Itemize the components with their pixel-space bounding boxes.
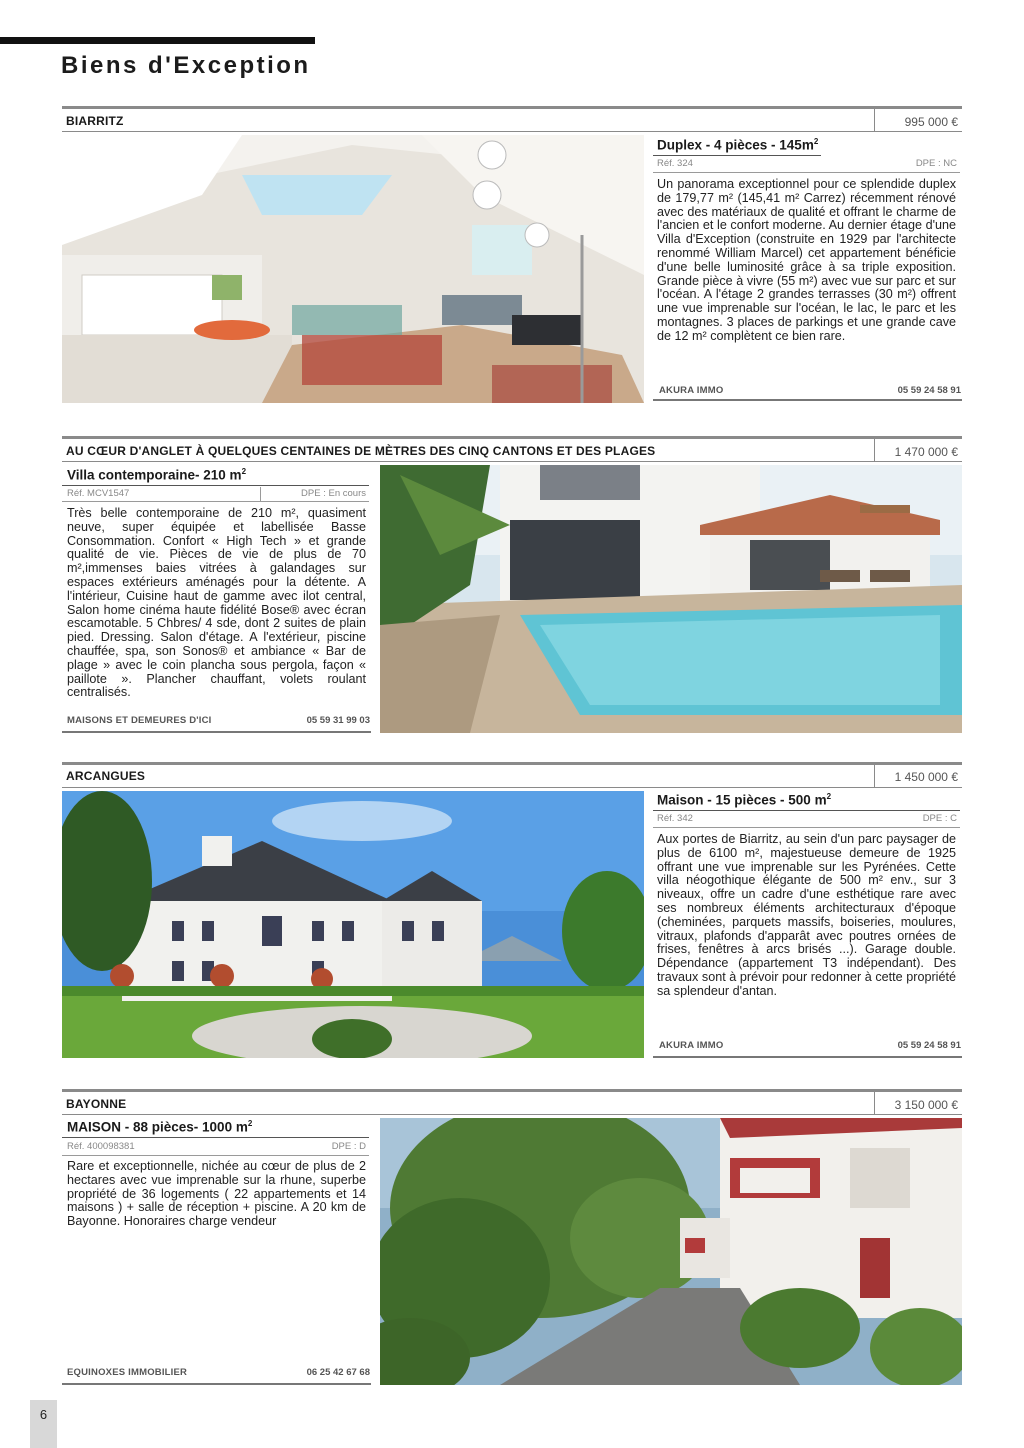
listing-location: BAYONNE bbox=[66, 1097, 127, 1111]
listing-phone: 05 59 24 58 91 bbox=[897, 1040, 961, 1051]
listing-price: 3 150 000 € bbox=[894, 1098, 958, 1112]
listing-title bbox=[67, 1119, 252, 1135]
listing-description: Très belle contemporaine de 210 m², quasiment neuve, super équipée et labellisée Basse Consommation. Confort « High Tech » et grande qualité de vie. Pièces de vie de plus de 70 m²,immenses baies vitrées à galandages sur espaces extérieurs aménagés pour la détente. A l'intérieur, Cuisine haut de gamme avec ilot central, Salon home cinéma haute fidélité Bose® avec écran escamotable. 5 Chbres/ 4 sde, dont 2 suites de plain pied. Dressing. Salon d'étage. A l'extérieur, piscine chauffée, spa, son Sonos® et ambiance « Bar de plage » avec le coin plancha sous pergola, façon « paillote ». Plancher chauffant, volets roulant centralisés. bbox=[67, 506, 366, 700]
section-bottom-rule bbox=[62, 1114, 962, 1115]
listing-title-text: MAISON - 88 pièces- 1000 m bbox=[67, 1119, 248, 1135]
listing-ref: Réf. 342 bbox=[657, 813, 693, 824]
listing-foot-rule bbox=[653, 399, 962, 401]
listing-phone: 05 59 31 99 03 bbox=[306, 715, 370, 726]
listing-agency: EQUINOXES IMMOBILIER bbox=[67, 1367, 188, 1378]
listing-title-sup: 2 bbox=[813, 137, 819, 146]
listing-ref: Réf. 400098381 bbox=[67, 1141, 135, 1152]
section-bottom-rule bbox=[62, 787, 962, 788]
listing-agency: MAISONS ET DEMEURES D'ICI bbox=[67, 715, 212, 726]
listing-photo-manor bbox=[62, 791, 644, 1058]
listing-ref: Réf. 324 bbox=[657, 158, 693, 169]
listing-dpe: DPE : En cours bbox=[301, 488, 366, 499]
listing-agency: AKURA IMMO bbox=[659, 385, 724, 396]
listing-description: Aux portes de Biarritz, au sein d'un parc paysager de plus de 6100 m², majestueuse demeure de 1925 offrant une vue imprenable sur les Pyrénées. Cette villa néogothique élégante de 500 m² env., sur 3 niveaux, offre un cadre d'une esthétique rare avec ses nombreux éléments architecturaux d'époque (cheminées, parquets massifs, boiseries, moulures, vitraux, plafonds d'apparât avec poutres ornées de frises, fenêtres à arcs brisés ...). Garage double. Dépendance (appartement T3 indépendant). Des travaux sont à prévoir pour redonner à cette propriété sa splendeur d'antan. bbox=[657, 832, 956, 998]
listing-title bbox=[657, 792, 831, 808]
listing-agency: AKURA IMMO bbox=[659, 1040, 724, 1051]
price-divider bbox=[874, 109, 875, 131]
listing-title bbox=[657, 137, 818, 153]
section-top-rule bbox=[62, 106, 962, 109]
section-top-rule bbox=[62, 1089, 962, 1092]
listing-description: Rare et exceptionnelle, nichée au cœur de plus de 2 hectares avec vue imprenable sur la rhune, superbe propriété de 36 logements ( 22 appartements et 14 maisons ) + salle de réception + piscine. A 20 km de Bayonne. Honoraires charge vendeur bbox=[67, 1159, 366, 1229]
listing-phone: 05 59 24 58 91 bbox=[897, 385, 961, 396]
listing-location: ARCANGUES bbox=[66, 769, 146, 783]
page-title: Biens d'Exception bbox=[61, 52, 311, 79]
listing-location: BIARRITZ bbox=[66, 114, 124, 128]
title-underline bbox=[653, 155, 821, 156]
listing-price: 1 470 000 € bbox=[894, 445, 958, 459]
listing-ref: Réf. MCV1547 bbox=[67, 488, 130, 499]
listing-title-sup: 2 bbox=[247, 1119, 253, 1128]
listing-foot-rule bbox=[62, 731, 371, 733]
listing-dpe: DPE : NC bbox=[915, 158, 957, 169]
listing-title-sup: 2 bbox=[241, 467, 247, 476]
page-number: 6 bbox=[39, 1407, 48, 1422]
header-bar bbox=[0, 37, 315, 44]
listing-foot-rule bbox=[653, 1056, 962, 1058]
title-underline bbox=[62, 485, 369, 486]
price-divider bbox=[874, 1092, 875, 1114]
listing-price: 995 000 € bbox=[904, 115, 958, 129]
meta-divider bbox=[260, 487, 261, 501]
price-divider bbox=[874, 439, 875, 461]
listing-title-text: Maison - 15 pièces - 500 m bbox=[657, 792, 827, 808]
section-top-rule bbox=[62, 436, 962, 439]
price-divider bbox=[874, 765, 875, 787]
title-underline bbox=[62, 1137, 369, 1138]
meta-rule bbox=[62, 501, 369, 502]
title-underline bbox=[653, 810, 960, 811]
meta-rule bbox=[653, 172, 960, 173]
section-top-rule bbox=[62, 762, 962, 765]
meta-rule bbox=[653, 827, 960, 828]
listing-photo-pool-villa bbox=[380, 465, 962, 733]
listing-photo-residence bbox=[380, 1118, 962, 1385]
listing-title bbox=[67, 467, 246, 483]
listing-price: 1 450 000 € bbox=[894, 770, 958, 784]
listing-title-text: Villa contemporaine- 210 m bbox=[67, 467, 242, 483]
meta-rule bbox=[62, 1155, 369, 1156]
listing-title-text: Duplex - 4 pièces - 145m bbox=[657, 137, 814, 153]
listing-photo-interior bbox=[62, 135, 644, 403]
listing-description: Un panorama exceptionnel pour ce splendide duplex de 179,77 m² (145,41 m² Carrez) récemment rénové avec des matériaux de qualité et offrant le charme de l'ancien et le confort moderne. Au dernier étage d'une Villa d'Exception (construite en 1929 par l'architecte renommé William Marcel) cet appartement bénéficie d'une belle luminosité grâce à sa triple exposition. Grande pièce à vivre (55 m²) avec vue sur parc et sur l'océan. A l'étage 2 grandes terrasses (30 m²) offrent une vue imprenable sur l'océan, le lac, le parc et les montagnes. 3 places de parkings et une grande cave de 12 m² complètent ce bien rare. bbox=[657, 177, 956, 343]
listing-dpe: DPE : D bbox=[331, 1141, 366, 1152]
section-bottom-rule bbox=[62, 131, 962, 132]
section-bottom-rule bbox=[62, 461, 962, 462]
listing-phone: 06 25 42 67 68 bbox=[306, 1367, 370, 1378]
listing-location: AU CŒUR D'ANGLET À QUELQUES CENTAINES DE MÈTRES DES CINQ CANTONS ET DES PLAGES bbox=[66, 444, 656, 458]
listing-dpe: DPE : C bbox=[922, 813, 957, 824]
listing-title-sup: 2 bbox=[826, 792, 832, 801]
listing-foot-rule bbox=[62, 1383, 371, 1385]
